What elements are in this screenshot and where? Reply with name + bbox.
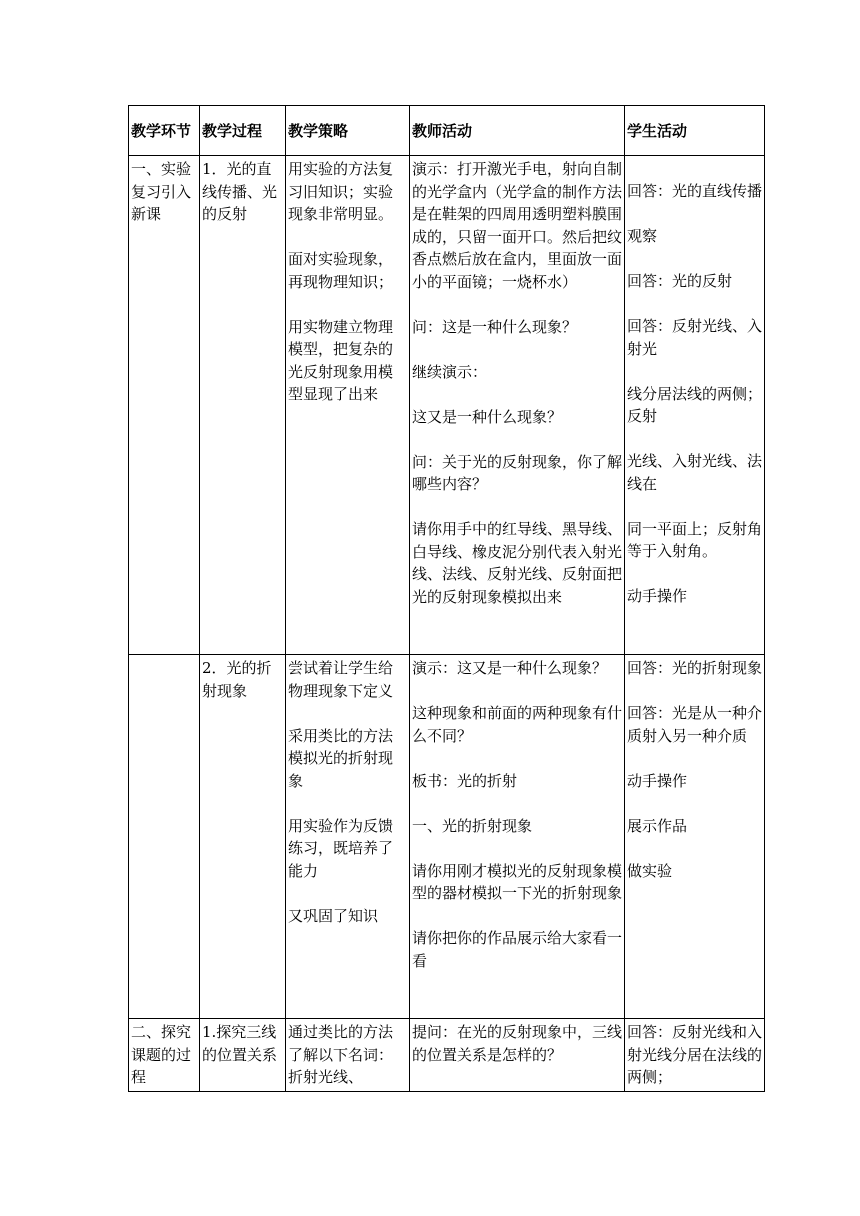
strategy-text: 用实验作为反馈练习，既培养了能力 xyxy=(288,816,394,880)
teacher-text: 板书：光的折射 xyxy=(412,771,518,790)
teacher-text: 一、光的折射现象 xyxy=(412,816,533,835)
process-cell: 1．光的直线传播、光的反射 xyxy=(200,156,286,655)
header-teacher: 教师活动 xyxy=(410,106,625,156)
strategy-text: 尝试着让学生给物理现象下定义 xyxy=(288,659,394,700)
header-process: 教学过程 xyxy=(200,106,286,156)
student-text: 回答：光是从一种介质射入另一种介质 xyxy=(627,704,763,745)
strategy-text: 面对实验现象，再现物理知识； xyxy=(288,250,394,291)
teacher-text: 请你把你的作品展示给大家看一看 xyxy=(412,929,623,970)
strategy-text: 采用类比的方法模拟光的折射现象 xyxy=(288,726,394,790)
teacher-text: 问：这是一种什么现象？ xyxy=(412,317,578,336)
student-text: 光线、入射光线、法线在 xyxy=(627,452,763,493)
header-row xyxy=(129,106,765,156)
student-text: 回答：反射光线、入射光 xyxy=(627,317,763,358)
strategy-cell xyxy=(286,655,410,1019)
teacher-cell: 提问：在光的反射现象中，三线的位置关系是怎样的？ xyxy=(410,1019,625,1092)
student-cell xyxy=(625,655,765,1019)
strategy-text: 用实物建立物理模型，把复杂的光反射现象用模型显现了出来 xyxy=(288,317,394,403)
student-text: 同一平面上；反射角等于入射角。 xyxy=(627,519,763,560)
table-row xyxy=(129,655,765,1019)
table-row xyxy=(129,1019,765,1092)
student-text: 动手操作 xyxy=(627,771,688,790)
table-row xyxy=(129,156,765,655)
strategy-text: 用实验的方法复习旧知识；实验现象非常明显。 xyxy=(288,160,394,223)
strategy-text: 又巩固了知识 xyxy=(288,906,379,925)
teacher-text: 继续演示： xyxy=(412,362,488,381)
student-cell: 回答：反射光线和入射光线分居在法线的两侧； xyxy=(625,1019,765,1092)
student-text: 展示作品 xyxy=(627,816,688,835)
student-cell xyxy=(625,156,765,655)
student-text: 回答：光的折射现象 xyxy=(627,659,763,677)
header-student: 学生活动 xyxy=(625,106,765,156)
student-text: 线分居法线的两侧；反射 xyxy=(627,384,763,425)
teacher-text: 演示：这又是一种什么现象？ xyxy=(412,659,608,677)
student-text: 做实验 xyxy=(627,861,673,880)
process-cell: 2．光的折射现象 xyxy=(200,655,286,1019)
teacher-text: 这又是一种什么现象？ xyxy=(412,407,563,426)
header-stage: 教学环节 xyxy=(129,106,200,156)
strategy-cell xyxy=(286,156,410,655)
teacher-cell xyxy=(410,655,625,1019)
teacher-text: 请你用手中的红导线、黑导线、白导线、橡皮泥分别代表入射光线、法线、反射光线、反射面把光的反射现象模拟出来 xyxy=(412,520,623,606)
teacher-text: 问：关于光的反射现象，你了解哪些内容？ xyxy=(412,452,623,493)
student-text: 动手操作 xyxy=(627,587,688,605)
teacher-text: 请你用刚才模拟光的反射现象模型的器材模拟一下光的折射现象 xyxy=(412,861,623,902)
stage-cell: 一、实验复习引入新课 xyxy=(129,156,200,655)
process-cell: 1.探究三线的位置关系 xyxy=(200,1019,286,1092)
stage-cell: 二、探究课题的过程 xyxy=(129,1019,200,1092)
stage-cell xyxy=(129,655,200,1019)
lesson-plan-table xyxy=(128,105,765,1092)
teacher-text: 演示：打开激光手电，射向自制的光学盒内（光学盒的制作方法是在鞋架的四周用透明塑料膜围成的，只留一面开口。然后把纹香点燃后放在盒内，里面放一面小的平面镜；一烧杯水） xyxy=(412,160,623,291)
student-text: 回答：光的直线传播 xyxy=(627,182,763,200)
teacher-cell xyxy=(410,156,625,655)
student-text: 回答：光的反射 xyxy=(627,272,733,290)
strategy-cell: 通过类比的方法了解以下名词：折射光线、 xyxy=(286,1019,410,1092)
teacher-text: 这种现象和前面的两种现象有什么不同？ xyxy=(412,704,623,745)
header-strategy: 教学策略 xyxy=(286,106,410,156)
student-text: 观察 xyxy=(627,227,658,245)
